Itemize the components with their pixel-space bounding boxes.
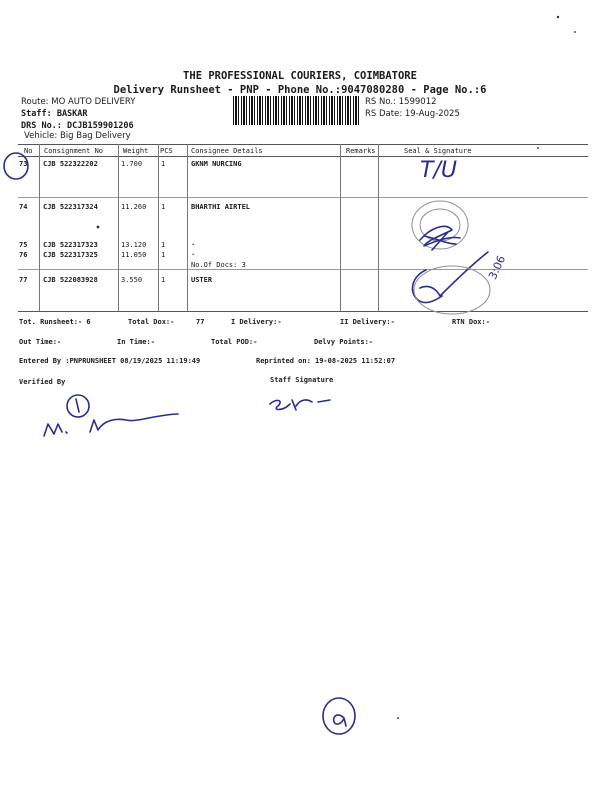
consignee-name: . — [191, 249, 196, 257]
pcs-value: 1 — [161, 241, 166, 249]
row-number: 76 — [19, 251, 28, 259]
consignment-number: CJB 522322202 — [43, 160, 98, 168]
ii-delivery: II Delivery:- — [340, 318, 395, 326]
total-dox-value: 77 — [196, 318, 205, 326]
row-number: 73 — [19, 160, 28, 168]
out-time: Out Time:- — [19, 338, 62, 346]
signature-scribble-row75 — [420, 226, 460, 250]
doc-count: No.Of Docs: 3 — [191, 261, 246, 269]
pcs-value: 1 — [161, 276, 166, 284]
total-pod: Total POD:- — [211, 338, 258, 346]
col-header-pcs: PCS — [160, 147, 173, 155]
weight-value: 11.260 — [121, 203, 147, 211]
col-header-no: No — [24, 147, 33, 155]
handwritten-time: 3:06 — [486, 253, 509, 282]
consignee-name: USTER — [191, 276, 213, 284]
circle-mark-icon — [4, 153, 28, 179]
seal-stamp-row77 — [414, 266, 490, 314]
speck — [97, 226, 100, 229]
row-number: 77 — [19, 276, 28, 284]
col-header-consignee: Consignee Details — [191, 147, 263, 155]
reprinted-on: Reprinted on: 19-08-2025 11:52:07 — [256, 357, 396, 365]
route-text: Route: MO AUTO DELIVERY — [21, 97, 136, 107]
pcs-value: 1 — [161, 251, 166, 259]
weight-value: 3.550 — [121, 276, 143, 284]
weight-value: 13.120 — [121, 241, 147, 249]
staff-signature-label: Staff Signature — [270, 376, 334, 384]
speck — [537, 147, 539, 149]
delvy-points: Delvy Points:- — [314, 338, 374, 346]
i-delivery: I Delivery:- — [231, 318, 282, 326]
vehicle-text: Vehicle: Big Bag Delivery — [24, 131, 131, 141]
company-name: THE PROFESSIONAL COURIERS, COIMBATORE — [183, 70, 417, 82]
handwritten-tu: T/U — [420, 158, 457, 183]
staff-signature-scribble — [270, 400, 330, 410]
consignment-number: CJB 522317323 — [43, 241, 98, 249]
runsheet-subtitle: Delivery Runsheet - PNP - Phone No.:9047080280 - Page No.:6 — [113, 84, 487, 96]
col-header-seal-signature: Seal & Signature — [404, 147, 472, 155]
consignee-name: GKNM NURCING — [191, 160, 242, 168]
rs-date: RS Date: 19-Aug-2025 — [365, 109, 460, 119]
speck — [397, 717, 399, 719]
consignee-name: BHARTHI AIRTEL — [191, 203, 251, 211]
drs-number: DRS No.: DCJB159901206 — [21, 121, 134, 131]
weight-value: 1.700 — [121, 160, 143, 168]
consignment-number: CJB 522083928 — [43, 276, 98, 284]
col-header-consignment: Consignment No — [44, 147, 104, 155]
rtn-dox: RTN Dox:- — [452, 318, 490, 326]
consignee-name: . — [191, 239, 196, 247]
tot-runsheet: Tot. Runsheet:- 6 — [19, 318, 91, 326]
pcs-value: 1 — [161, 160, 166, 168]
row-number: 75 — [19, 241, 28, 249]
consignment-number: CJB 522317325 — [43, 251, 98, 259]
speck — [574, 31, 576, 33]
verifier-signature — [44, 395, 178, 436]
signature-check-row77 — [412, 252, 488, 303]
staff-text: Staff: BASKAR — [21, 109, 88, 119]
consignment-number: CJB 522317324 — [43, 203, 98, 211]
circled-mark-bottom — [323, 698, 355, 734]
weight-value: 11.050 — [121, 251, 147, 259]
pcs-value: 1 — [161, 203, 166, 211]
verified-by-label: Verified By — [19, 378, 66, 386]
rs-number: RS No.: 1599012 — [365, 97, 437, 107]
total-dox-label: Total Dox:- — [128, 318, 175, 326]
row-number: 74 — [19, 203, 28, 211]
col-header-weight: Weight — [123, 147, 149, 155]
speck — [557, 16, 559, 18]
in-time: In Time:- — [117, 338, 155, 346]
col-header-remarks: Remarks — [346, 147, 376, 155]
entered-by: Entered By :PNPRUNSHEET 08/19/2025 11:19:49 — [19, 357, 201, 365]
